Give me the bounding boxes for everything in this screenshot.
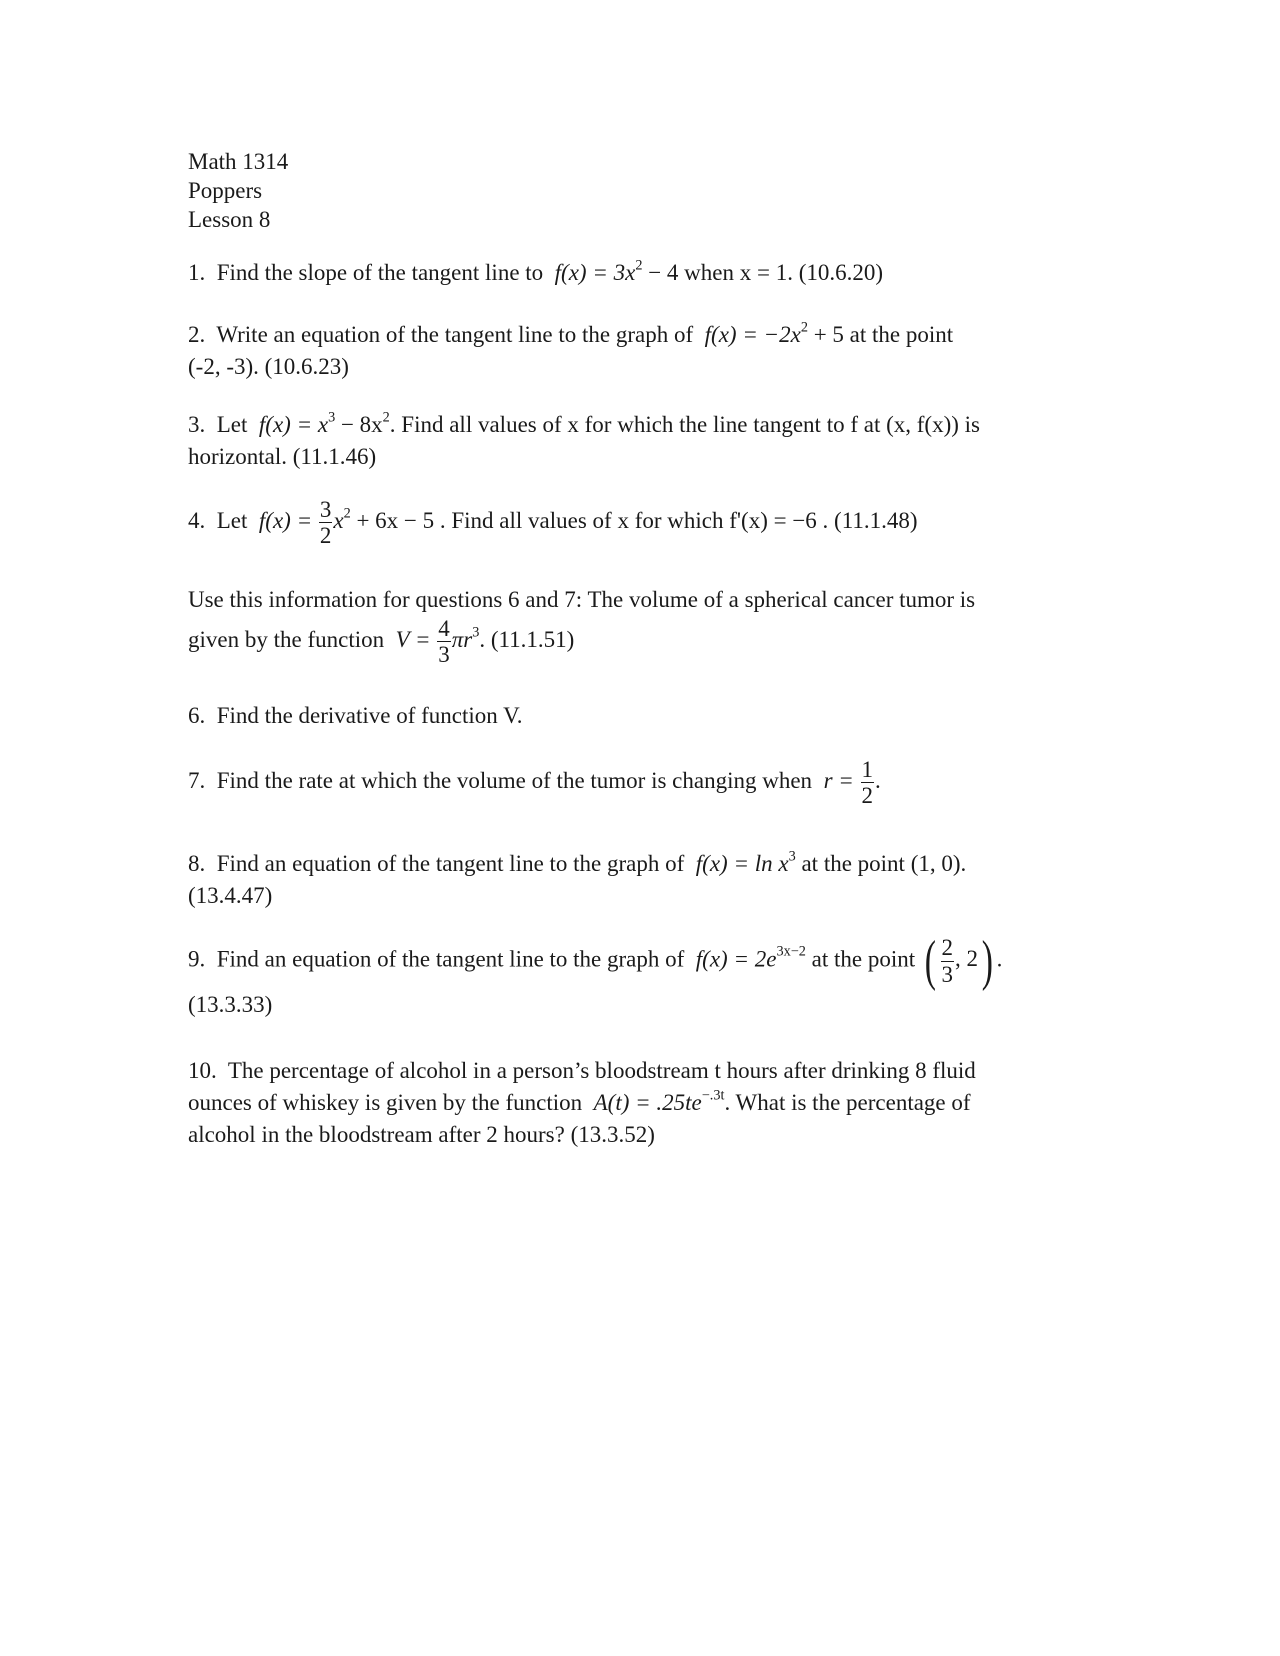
- question-tail: at the point: [805, 946, 916, 972]
- question-2: [188, 319, 953, 383]
- question-tail: + 5 at the point: [807, 322, 954, 347]
- question-continuation: horizontal. (11.1.46): [188, 444, 377, 470]
- exponent: 2: [800, 319, 808, 336]
- exponent: 3: [472, 624, 480, 641]
- question-number: 8.: [188, 851, 206, 876]
- question-tail: .: [875, 768, 881, 794]
- function-expression: r =: [823, 768, 854, 794]
- question-text: Find an equation of the tangent line to the graph of: [216, 946, 685, 972]
- exponent: 2: [635, 257, 643, 274]
- function-expression: f(x) = 2e: [695, 946, 777, 972]
- question-line-2-tail: . What is the percentage of: [724, 1090, 971, 1116]
- question-4: [188, 497, 918, 549]
- function-expression: f(x) = x: [258, 412, 329, 437]
- question-tail: at the point (1, 0).: [795, 851, 967, 876]
- question-text: Find the rate at which the volume of the tumor is changing when: [216, 768, 813, 794]
- question-continuation: (13.4.47): [188, 883, 273, 909]
- question-tail: − 4 when x = 1. (10.6.20): [642, 260, 884, 285]
- question-number: 10.: [188, 1058, 217, 1083]
- function-middle: x: [333, 508, 344, 534]
- lesson-label: Lesson 8: [188, 207, 271, 232]
- question-line-2: ounces of whiskey is given by the function: [188, 1090, 583, 1116]
- fraction: $\frac{4}{3}$: [438, 616, 450, 668]
- question-number: 2.: [188, 322, 206, 347]
- function-expression: V =: [395, 627, 431, 653]
- exponent: 3: [328, 409, 336, 426]
- function-middle: − 8x: [335, 412, 383, 437]
- question-number: 7.: [188, 768, 206, 794]
- left-paren: (: [924, 930, 936, 992]
- exponent: −.3t: [701, 1087, 725, 1104]
- question-end: .: [996, 946, 1003, 972]
- exponent: 2: [382, 409, 390, 426]
- info-tail: . (11.1.51): [479, 627, 575, 653]
- function-expression: f(x) =: [258, 508, 313, 534]
- info-block: [188, 584, 975, 668]
- question-number: 3.: [188, 412, 206, 437]
- info-line-2: given by the function: [188, 627, 385, 653]
- function-expression: f(x) = −2x: [704, 322, 801, 347]
- question-text: Find the derivative of function V.: [216, 703, 523, 728]
- question-text: Find an equation of the tangent line to the graph of: [216, 851, 685, 876]
- question-8: [188, 848, 966, 912]
- function-expression: f(x) = ln x: [695, 851, 789, 876]
- function-middle: πr: [451, 627, 473, 653]
- right-paren: ): [981, 930, 993, 992]
- question-text: Let: [216, 412, 248, 437]
- info-line-1: Use this information for questions 6 and 7: The volume of a spherical cancer tumor is: [188, 587, 976, 612]
- question-continuation: (-2, -3). (10.6.23): [188, 354, 349, 380]
- exponent: 3x−2: [776, 943, 806, 960]
- function-expression: f(x) = 3x: [554, 260, 636, 285]
- fraction: $\frac{3}{2}$: [319, 497, 332, 549]
- question-number: 1.: [188, 260, 206, 285]
- question-text: Write an equation of the tangent line to the graph of: [216, 322, 694, 347]
- point-y: , 2: [955, 946, 979, 972]
- question-text: Let: [216, 508, 248, 534]
- course-name: Math 1314: [188, 149, 289, 174]
- worksheet-title: Poppers: [188, 178, 263, 203]
- question-line-1: The percentage of alcohol in a person’s bloodstream t hours after drinking 8 fluid: [227, 1058, 976, 1083]
- question-6: [188, 700, 523, 732]
- question-number: 4.: [188, 508, 206, 534]
- question-tail: . Find all values of x for which the line tangent to f at (x, f(x)) is: [389, 412, 980, 437]
- question-text: Find the slope of the tangent line to: [216, 260, 544, 285]
- question-continuation: (13.3.33): [188, 992, 273, 1017]
- question-7: [188, 757, 881, 809]
- function-expression: A(t) = .25te: [593, 1090, 702, 1116]
- fraction: $\frac{2}{3}$: [941, 935, 954, 987]
- fraction: $\frac{1}{2}$: [861, 757, 874, 809]
- question-9: [188, 930, 1003, 1021]
- question-10: [188, 1055, 976, 1152]
- question-number: 6.: [188, 703, 206, 728]
- exponent: 2: [343, 505, 351, 522]
- question-1: [188, 257, 883, 289]
- question-line-3: alcohol in the bloodstream after 2 hours? (13.3.52): [188, 1122, 655, 1148]
- question-tail: + 6x − 5 . Find all values of x for which f'(x) = −6 . (11.1.48): [350, 508, 918, 534]
- question-3: [188, 409, 980, 473]
- question-number: 9.: [188, 946, 206, 972]
- exponent: 3: [788, 848, 796, 865]
